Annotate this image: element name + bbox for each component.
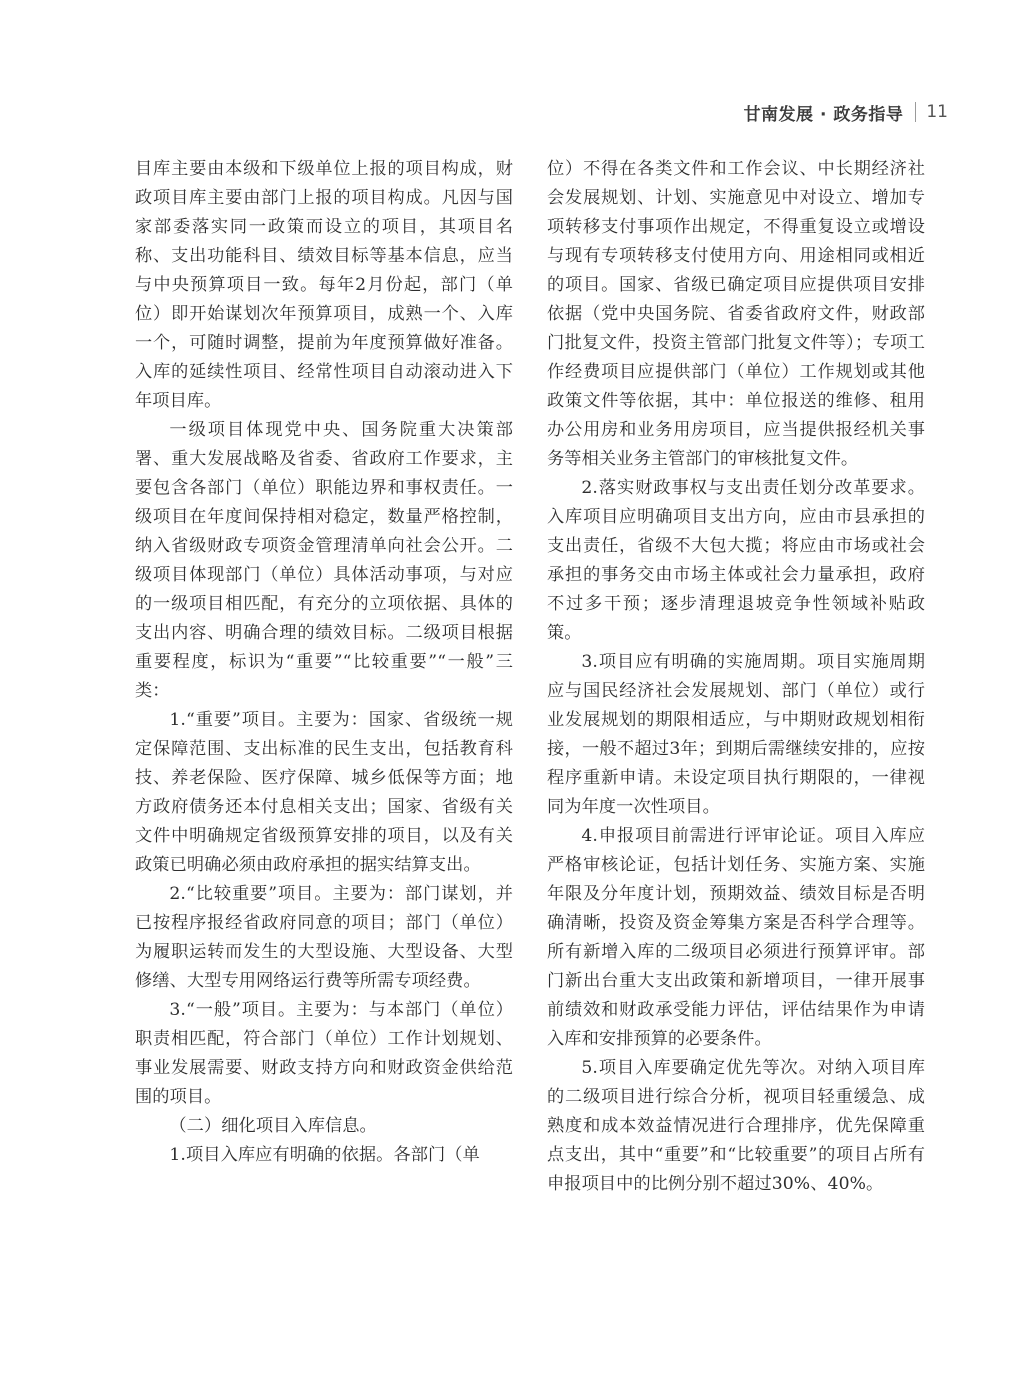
paragraph: 位）不得在各类文件和工作会议、中长期经济社会发展规划、计划、实施意见中对设立、增加专项转移支付事项作出规定，不得重复设立或增设与现有专项转移支付使用方向、用途相同或相近的项目。国家、省级已确定项目应提供项目安排依据（党中央国务院、省委省政府文件，财政部门批复文件，投资主管部门批复文件等）；专项工作经费项目应提供部门（单位）工作规划或其他政策文件等依据，其中：单位报送的维修、租用办公用房和业务用房项目，应当提供报经机关事务等相关业务主管部门的审核批复文件。 — [547, 159, 925, 469]
paragraph: 一级项目体现党中央、国务院重大决策部署、重大发展战略及省委、省政府工作要求，主要包含各部门（单位）职能边界和事权责任。一级项目在年度间保持相对稳定，数量严格控制，纳入省级财政专项资金管理清单向社会公开。二级项目体现部门（单位）具体活动事项，与对应的一级项目相匹配，有充分的立项依据、具体的支出内容、明确合理的绩效目标。二级项目根据重要程度，标识为“重要”“比较重要”“一般”三类： — [135, 420, 513, 701]
paragraph: 5.项目入库要确定优先等次。对纳入项目库的二级项目进行综合分析，视项目轻重缓急、成熟度和成本效益情况进行合理排序，优先保障重点支出，其中“重要”和“比较重要”的项目占所有申报项目中的比例分别不超过30%、40%。 — [547, 1058, 925, 1194]
header-divider — [915, 102, 916, 122]
running-header — [744, 98, 948, 126]
page-number: 11 — [926, 102, 948, 122]
journal-section-title: 甘南发展 · 政务指导 — [743, 104, 904, 125]
paragraph: 2.落实财政事权与支出责任划分改革要求。入库项目应明确项目支出方向，应由市县承担的支出责任，省级不大包大揽；将应由市场或社会承担的事务交由市场主体或社会力量承担，政府不过多干预；逐步清理退坡竞争性领域补贴政策。 — [547, 478, 925, 643]
paragraph: 3.项目应有明确的实施周期。项目实施周期应与国民经济社会发展规划、部门（单位）或行业发展规划的期限相适应，与中期财政规划相衔接，一般不超过3年；到期后需继续安排的，应按程序重新申请。未设定项目执行期限的，一律视同为年度一次性项目。 — [547, 652, 925, 817]
paragraph: 1.项目入库应有明确的依据。各部门（单 — [169, 1145, 480, 1165]
section-heading: （二）细化项目入库信息。 — [169, 1116, 377, 1136]
paragraph: 3.“一般”项目。主要为：与本部门（单位）职责相匹配，符合部门（单位）工作计划规划、事业发展需要、财政支持方向和财政资金供给范围的项目。 — [135, 1000, 513, 1107]
paragraph: 目库主要由本级和下级单位上报的项目构成，财政项目库主要由部门上报的项目构成。凡因与国家部委落实同一政策而设立的项目，其项目名称、支出功能科目、绩效目标等基本信息，应当与中央预算项目一致。每年2月份起，部门（单位）即开始谋划次年预算项目，成熟一个、入库一个，可随时调整，提前为年度预算做好准备。入库的延续性项目、经常性项目自动滚动进入下年项目库。 — [135, 159, 513, 411]
left-column — [135, 155, 513, 1170]
paragraph: 4.申报项目前需进行评审论证。项目入库应严格审核论证，包括计划任务、实施方案、实施年限及分年度计划，预期效益、绩效目标是否明确清晰，投资及资金筹集方案是否科学合理等。所有新增入库的二级项目必须进行预算评审。部门新出台重大支出政策和新增项目，一律开展事前绩效和财政承受能力评估，评估结果作为申请入库和安排预算的必要条件。 — [547, 826, 925, 1049]
paragraph: 2.“比较重要”项目。主要为：部门谋划，并已按程序报经省政府同意的项目；部门（单位）为履职运转而发生的大型设施、大型设备、大型修缮、大型专用网络运行费等所需专项经费。 — [135, 884, 513, 991]
right-column — [547, 155, 925, 1199]
paragraph: 1.“重要”项目。主要为：国家、省级统一规定保障范围、支出标准的民生支出，包括教育科技、养老保险、医疗保障、城乡低保等方面；地方政府债务还本付息相关支出；国家、省级有关文件中明确规定省级预算安排的项目，以及有关政策已明确必须由政府承担的据实结算支出。 — [135, 710, 513, 875]
